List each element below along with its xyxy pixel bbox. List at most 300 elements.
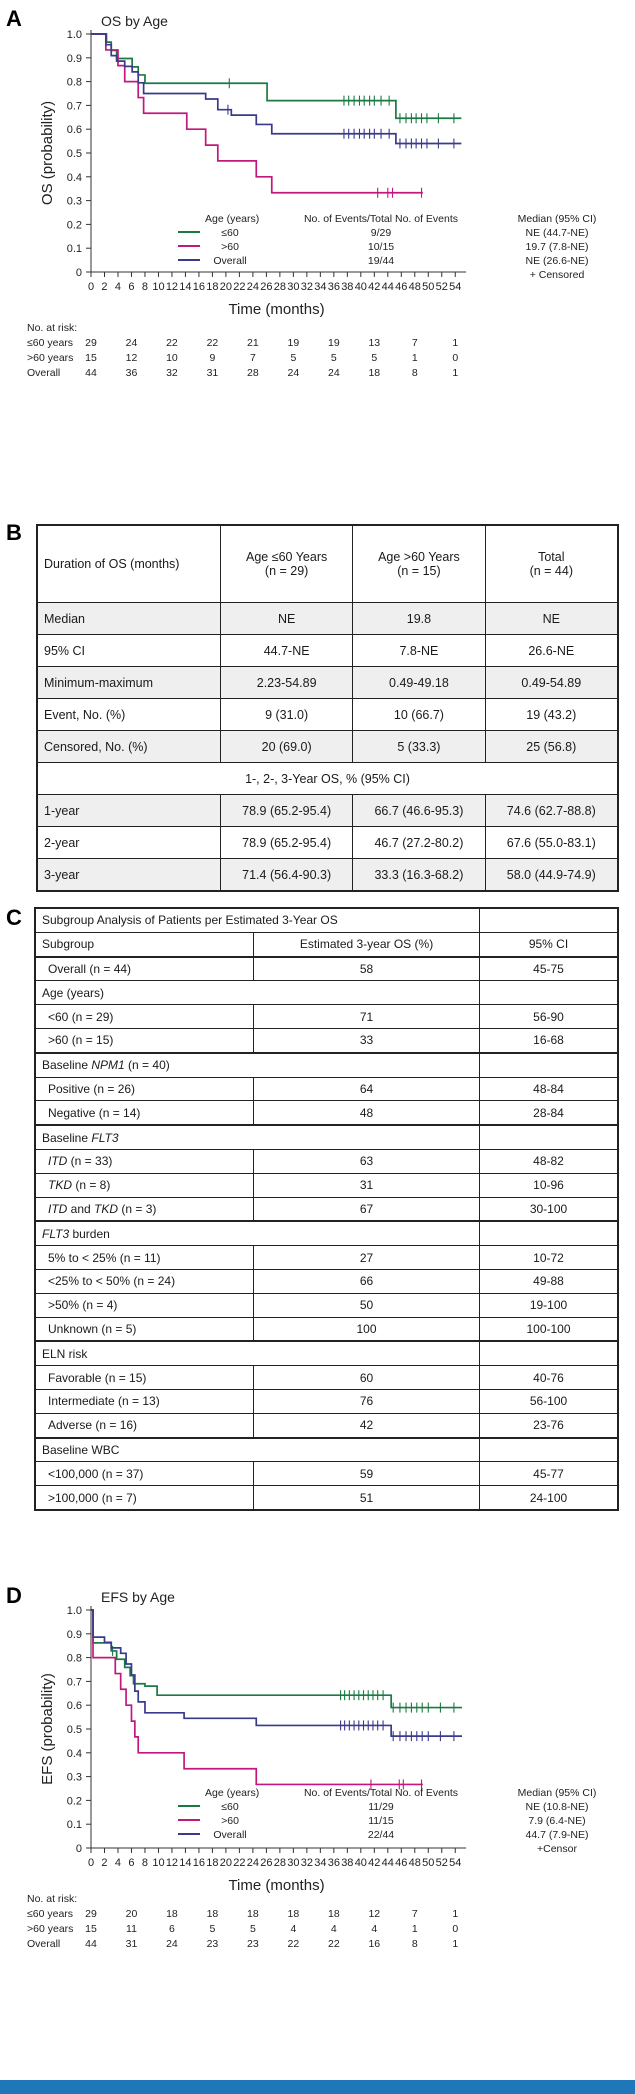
cell: Adverse (n = 16) <box>35 1413 254 1437</box>
cell: 10 (66.7) <box>353 699 485 731</box>
x-tick-label: 0 <box>87 281 95 293</box>
cell: 45-77 <box>480 1462 619 1486</box>
x-tick-label: 14 <box>179 1857 192 1869</box>
header-duration: Duration of OS (months) <box>37 525 221 603</box>
x-tick-label: 50 <box>422 1857 435 1869</box>
y-tick-label: 0.8 <box>66 76 82 89</box>
risk-value: 23 <box>247 1938 259 1950</box>
risk-value: 1 <box>411 1923 418 1935</box>
table-row <box>35 981 618 1005</box>
risk-value: 6 <box>169 1923 175 1935</box>
x-tick-label: 46 <box>395 281 408 293</box>
risk-value: 5 <box>330 352 337 364</box>
table-row <box>37 827 618 859</box>
panel-letter-b: B <box>6 520 22 545</box>
y-tick-label: 0.9 <box>66 52 82 65</box>
cell: 45-75 <box>480 957 619 981</box>
y-tick-label: 0.2 <box>66 1795 82 1808</box>
legend-header-events: No. of Events/Total No. of Events <box>303 1787 459 1799</box>
cell: Negative (n = 14) <box>35 1101 254 1125</box>
risk-value: 8 <box>411 1938 418 1950</box>
x-tick-label: 32 <box>300 1857 313 1869</box>
risk-value: 36 <box>125 367 138 379</box>
cell: 33.3 (16.3-68.2) <box>353 859 485 892</box>
cell <box>480 1221 619 1245</box>
cell: >100,000 (n = 7) <box>35 1486 254 1510</box>
legend-median: NE (26.6-NE) <box>525 255 589 267</box>
x-tick-label: 32 <box>300 281 313 293</box>
table-row <box>35 908 618 932</box>
legend-header-group: Age (years) <box>205 1787 260 1799</box>
cell: 30-100 <box>480 1197 619 1221</box>
cell: 63 <box>254 1149 480 1173</box>
cell: 46.7 (27.2-80.2) <box>353 827 485 859</box>
table-row <box>35 1486 618 1510</box>
cell: 74.6 (62.7-88.8) <box>485 795 618 827</box>
text: (n = 33) <box>67 1154 113 1169</box>
group-heading <box>35 1125 480 1149</box>
table-row <box>35 1125 618 1149</box>
x-tick-label: 24 <box>246 1857 260 1869</box>
y-tick-label: 0.5 <box>66 1724 82 1736</box>
table-title: Subgroup Analysis of Patients per Estimated 3-Year OS <box>35 908 480 932</box>
x-tick-label: 10 <box>152 281 165 293</box>
risk-value: 31 <box>125 1938 138 1950</box>
legend-censor-note: +Censor <box>537 1843 577 1855</box>
legend-median: NE (44.7-NE) <box>525 227 589 239</box>
risk-value: 22 <box>166 337 178 349</box>
cell <box>480 1125 619 1149</box>
risk-value: 24 <box>287 367 300 379</box>
x-tick-label: 2 <box>101 1857 108 1869</box>
cell: 78.9 (65.2-95.4) <box>221 795 353 827</box>
header-age-gt60 <box>353 525 485 603</box>
risk-value: 22 <box>287 1938 300 1950</box>
cell: 5 (33.3) <box>353 731 485 763</box>
risk-value: 5 <box>249 1923 256 1935</box>
legend-header-median: Median (95% CI) <box>517 213 597 225</box>
cell: 19 (43.2) <box>485 699 618 731</box>
cell: 23-76 <box>480 1413 619 1437</box>
panel-letter-d: D <box>6 1583 22 1608</box>
cell: Intermediate (n = 13) <box>35 1389 254 1413</box>
header-age-le60-label: Age ≤60 Years <box>246 550 328 564</box>
cell: 20 (69.0) <box>221 731 353 763</box>
x-tick-label: 20 <box>219 281 233 293</box>
header-age-le60 <box>221 525 353 603</box>
cell: <100,000 (n = 37) <box>35 1462 254 1486</box>
legend-label: >60 <box>221 1815 239 1827</box>
y-tick-label: 0.9 <box>66 1628 82 1641</box>
cell: 100-100 <box>480 1317 619 1341</box>
legend-label: Overall <box>213 255 247 267</box>
legend-events: 11/29 <box>368 1801 394 1813</box>
risk-value: 32 <box>166 367 178 379</box>
risk-value: 28 <box>247 367 259 379</box>
risk-value: 1 <box>452 337 459 349</box>
x-tick-label: 38 <box>341 1857 354 1869</box>
risk-value: 15 <box>85 352 97 364</box>
cell: 0.49-49.18 <box>353 667 485 699</box>
legend-median: 19.7 (7.8-NE) <box>525 241 589 253</box>
gene-name: ITD <box>48 1201 68 1216</box>
x-tick-label: 52 <box>435 281 448 293</box>
gene-name: TKD <box>94 1201 119 1216</box>
table-row <box>35 1053 618 1077</box>
chart-os-by-age <box>0 0 635 505</box>
table-row <box>37 667 618 699</box>
y-tick-label: 0.7 <box>66 100 82 113</box>
risk-value: 18 <box>287 1908 300 1920</box>
table-row <box>35 932 618 956</box>
legend-median: 44.7 (7.9-NE) <box>525 1829 589 1841</box>
risk-row-label: Overall <box>27 367 61 379</box>
gene-name: ITD <box>48 1154 68 1169</box>
y-tick-label: 0 <box>75 267 82 279</box>
km-curve-0 <box>91 1610 462 1708</box>
cell: Overall (n = 44) <box>35 957 254 981</box>
cell: 48-82 <box>480 1149 619 1173</box>
x-axis-label: Time (months) <box>228 301 325 318</box>
cell: 31 <box>254 1173 480 1197</box>
risk-value: 20 <box>125 1908 138 1920</box>
cell: 66.7 (46.6-95.3) <box>353 795 485 827</box>
risk-value: 29 <box>85 337 97 349</box>
x-tick-label: 24 <box>246 281 260 293</box>
risk-value: 0 <box>452 1923 459 1935</box>
risk-value: 12 <box>368 1908 381 1920</box>
risk-title: No. at risk: <box>27 322 78 334</box>
y-tick-label: 0.8 <box>66 1652 82 1665</box>
x-tick-label: 54 <box>449 281 462 293</box>
y-tick-label: 0.3 <box>66 1771 82 1784</box>
risk-value: 44 <box>85 367 97 379</box>
x-tick-label: 40 <box>354 281 367 293</box>
gene-name: FLT3 <box>42 1226 70 1241</box>
header-age-le60-n: (n = 29) <box>264 564 309 578</box>
x-tick-label: 40 <box>354 1857 367 1869</box>
table-row <box>35 1366 618 1390</box>
panel-letter-c: C <box>6 905 22 930</box>
km-curve-1 <box>91 34 423 193</box>
gene-name: NPM1 <box>91 1058 125 1073</box>
cell: Event, No. (%) <box>37 699 221 731</box>
header-total <box>485 525 618 603</box>
risk-value: 18 <box>247 1908 259 1920</box>
cell: 2.23-54.89 <box>221 667 353 699</box>
legend-label: ≤60 <box>221 1801 239 1813</box>
risk-value: 18 <box>368 367 381 379</box>
risk-value: 19 <box>327 337 340 349</box>
cell: 50 <box>254 1293 480 1317</box>
text: (n = 8) <box>72 1178 111 1193</box>
cell: Median <box>37 603 221 635</box>
cell: 19.8 <box>353 603 485 635</box>
x-axis-label: Time (months) <box>228 1877 325 1894</box>
cell: 71.4 (56.4-90.3) <box>221 859 353 892</box>
group-heading: Age (years) <box>35 981 480 1005</box>
x-tick-label: 2 <box>101 281 108 293</box>
header-ci: 95% CI <box>480 932 619 956</box>
risk-value: 4 <box>371 1923 378 1935</box>
os-duration-table <box>36 524 619 892</box>
x-tick-label: 22 <box>233 1857 246 1869</box>
legend-censor-note: + Censored <box>529 269 585 281</box>
cell: >50% (n = 4) <box>35 1293 254 1317</box>
cell: 67 <box>254 1197 480 1221</box>
legend-label: Overall <box>213 1829 247 1841</box>
table-row <box>35 1197 618 1221</box>
x-tick-label: 8 <box>141 1857 149 1869</box>
cell <box>480 908 619 932</box>
table-row <box>37 859 618 892</box>
x-tick-label: 44 <box>381 1857 394 1869</box>
x-tick-label: 18 <box>206 281 219 293</box>
y-tick-label: 0.6 <box>66 1700 82 1713</box>
legend-header-median: Median (95% CI) <box>517 1787 597 1799</box>
risk-value: 16 <box>368 1938 381 1950</box>
gene-name: TKD <box>48 1178 72 1193</box>
header-age-gt60-n: (n = 15) <box>397 564 441 578</box>
risk-value: 4 <box>290 1923 297 1935</box>
x-tick-label: 0 <box>87 1857 95 1869</box>
cell: 71 <box>254 1005 480 1029</box>
risk-value: 7 <box>249 352 256 364</box>
risk-value: 44 <box>85 1938 97 1950</box>
text: Baseline <box>42 1130 92 1145</box>
x-tick-label: 54 <box>449 1857 462 1869</box>
legend-events: 19/44 <box>367 255 395 267</box>
chart-title: OS by Age <box>101 13 168 29</box>
span-heading: 1-, 2-, 3-Year OS, % (95% CI) <box>37 763 618 795</box>
cell: 7.8-NE <box>353 635 485 667</box>
risk-value: 8 <box>411 367 418 379</box>
cell: 33 <box>254 1028 480 1052</box>
x-tick-label: 38 <box>341 281 354 293</box>
legend-events: 9/29 <box>370 227 392 239</box>
y-tick-label: 0.7 <box>66 1676 82 1689</box>
cell <box>35 1149 254 1173</box>
x-tick-label: 4 <box>114 281 122 293</box>
km-curve-2 <box>91 34 461 143</box>
x-tick-label: 28 <box>273 1857 286 1869</box>
legend-events: 22/44 <box>367 1829 395 1841</box>
table-row <box>35 1173 618 1197</box>
risk-value: 29 <box>85 1908 97 1920</box>
cell: 27 <box>254 1246 480 1270</box>
table-row <box>35 1341 618 1365</box>
risk-row-label: Overall <box>27 1938 61 1950</box>
cell: 100 <box>254 1317 480 1341</box>
x-tick-label: 6 <box>128 1857 135 1869</box>
cell: 56-100 <box>480 1389 619 1413</box>
cell: 42 <box>254 1413 480 1437</box>
table-row <box>35 1462 618 1486</box>
cell: 19-100 <box>480 1293 619 1317</box>
x-tick-label: 12 <box>165 281 179 293</box>
y-axis-label: OS (probability) <box>39 100 56 206</box>
risk-value: 18 <box>327 1908 340 1920</box>
y-tick-label: 0.5 <box>66 148 82 160</box>
risk-value: 12 <box>125 352 138 364</box>
cell: 51 <box>254 1486 480 1510</box>
y-tick-label: 0.2 <box>66 219 82 232</box>
group-heading <box>35 1053 480 1077</box>
risk-value: 1 <box>452 1908 459 1920</box>
risk-value: 7 <box>411 337 418 349</box>
x-tick-label: 34 <box>314 1857 327 1869</box>
header-total-label: Total <box>538 550 565 564</box>
risk-value: 18 <box>206 1908 219 1920</box>
subgroup-table <box>34 907 619 1511</box>
risk-value: 13 <box>368 337 381 349</box>
panel-letter-a: A <box>6 6 22 31</box>
cell: 2-year <box>37 827 221 859</box>
table-row <box>35 1413 618 1437</box>
cell: 10-96 <box>480 1173 619 1197</box>
risk-value: 23 <box>206 1938 219 1950</box>
cell: 28-84 <box>480 1101 619 1125</box>
km-curve-2 <box>91 1610 462 1736</box>
cell <box>35 1197 254 1221</box>
legend-label: ≤60 <box>221 227 239 239</box>
table-row <box>35 1077 618 1101</box>
risk-value: 1 <box>452 367 459 379</box>
risk-value: 4 <box>330 1923 337 1935</box>
cell: 60 <box>254 1366 480 1390</box>
chart-title: EFS by Age <box>101 1589 175 1605</box>
legend-median: NE (10.8-NE) <box>525 1801 589 1813</box>
cell: NE <box>485 603 618 635</box>
x-tick-label: 26 <box>260 281 273 293</box>
cell: 40-76 <box>480 1366 619 1390</box>
cell: 59 <box>254 1462 480 1486</box>
cell: 56-90 <box>480 1005 619 1029</box>
risk-value: 1 <box>411 352 418 364</box>
risk-value: 5 <box>371 352 378 364</box>
x-tick-label: 44 <box>381 281 394 293</box>
group-heading: ELN risk <box>35 1341 480 1365</box>
legend-median: 7.9 (6.4-NE) <box>528 1815 586 1827</box>
x-tick-label: 14 <box>179 281 192 293</box>
x-tick-label: 6 <box>128 281 135 293</box>
cell: 25 (56.8) <box>485 731 618 763</box>
x-tick-label: 10 <box>152 1857 165 1869</box>
y-tick-label: 1.0 <box>66 1605 82 1617</box>
y-tick-label: 0 <box>75 1843 82 1855</box>
x-tick-label: 18 <box>206 1857 219 1869</box>
table-row <box>37 635 618 667</box>
cell: 9 (31.0) <box>221 699 353 731</box>
group-heading <box>35 1221 480 1245</box>
cell <box>480 1341 619 1365</box>
cell: 48 <box>254 1101 480 1125</box>
risk-title: No. at risk: <box>27 1893 78 1905</box>
x-tick-label: 22 <box>233 281 246 293</box>
cell: 49-88 <box>480 1269 619 1293</box>
cell: 48-84 <box>480 1077 619 1101</box>
legend-events: 10/15 <box>367 241 395 253</box>
cell: 44.7-NE <box>221 635 353 667</box>
cell: 3-year <box>37 859 221 892</box>
cell: 66 <box>254 1269 480 1293</box>
cell: 78.9 (65.2-95.4) <box>221 827 353 859</box>
risk-row-label: >60 years <box>27 1923 74 1935</box>
x-tick-label: 42 <box>368 281 381 293</box>
cell <box>480 981 619 1005</box>
cell: <25% to < 50% (n = 24) <box>35 1269 254 1293</box>
risk-value: 11 <box>126 1923 137 1935</box>
table-row <box>37 731 618 763</box>
table-row <box>35 1101 618 1125</box>
risk-value: 22 <box>206 337 219 349</box>
header-age-gt60-label: Age >60 Years <box>378 550 460 564</box>
cell <box>480 1438 619 1462</box>
y-tick-label: 0.1 <box>66 1819 82 1832</box>
x-tick-label: 20 <box>219 1857 233 1869</box>
cell: 1-year <box>37 795 221 827</box>
risk-value: 0 <box>452 352 459 364</box>
y-tick-label: 0.4 <box>66 1747 82 1760</box>
risk-value: 24 <box>166 1938 178 1950</box>
risk-value: 10 <box>166 352 178 364</box>
table-row <box>35 1028 618 1052</box>
table-row <box>37 795 618 827</box>
text: burden <box>69 1226 110 1241</box>
header-total-n: (n = 44) <box>529 564 573 578</box>
table-row <box>35 1269 618 1293</box>
risk-value: 31 <box>206 367 219 379</box>
y-axis-label: EFS (probability) <box>39 1673 56 1785</box>
risk-row-label: ≤60 years <box>27 1908 74 1920</box>
risk-value: 21 <box>247 337 259 349</box>
group-heading: Baseline WBC <box>35 1438 480 1462</box>
legend-events: 11/15 <box>368 1815 394 1827</box>
risk-row-label: ≤60 years <box>27 337 74 349</box>
x-tick-label: 26 <box>260 1857 273 1869</box>
x-tick-label: 30 <box>287 1857 300 1869</box>
chart-efs-by-age <box>0 1580 635 2080</box>
cell: 64 <box>254 1077 480 1101</box>
table-row <box>35 1246 618 1270</box>
cell: 26.6-NE <box>485 635 618 667</box>
cell: 0.49-54.89 <box>485 667 618 699</box>
gene-name: FLT3 <box>91 1130 119 1145</box>
text: (n = 3) <box>118 1201 157 1216</box>
cell: 67.6 (55.0-83.1) <box>485 827 618 859</box>
risk-value: 9 <box>209 352 216 364</box>
cell: 24-100 <box>480 1486 619 1510</box>
risk-value: 24 <box>125 337 138 349</box>
legend-label: >60 <box>221 241 239 253</box>
cell: 16-68 <box>480 1028 619 1052</box>
header-estimate: Estimated 3-year OS (%) <box>254 932 480 956</box>
risk-value: 15 <box>85 1923 97 1935</box>
risk-row-label: >60 years <box>27 352 74 364</box>
risk-value: 5 <box>290 352 297 364</box>
cell: 5% to < 25% (n = 11) <box>35 1246 254 1270</box>
x-tick-label: 50 <box>422 281 435 293</box>
cell: <60 (n = 29) <box>35 1005 254 1029</box>
y-tick-label: 0.4 <box>66 171 82 184</box>
cell: Censored, No. (%) <box>37 731 221 763</box>
x-tick-label: 28 <box>273 281 286 293</box>
cell <box>480 1053 619 1077</box>
x-tick-label: 48 <box>408 1857 421 1869</box>
cell: 10-72 <box>480 1246 619 1270</box>
y-tick-label: 0.3 <box>66 195 82 208</box>
legend-header-events: No. of Events/Total No. of Events <box>303 213 459 225</box>
